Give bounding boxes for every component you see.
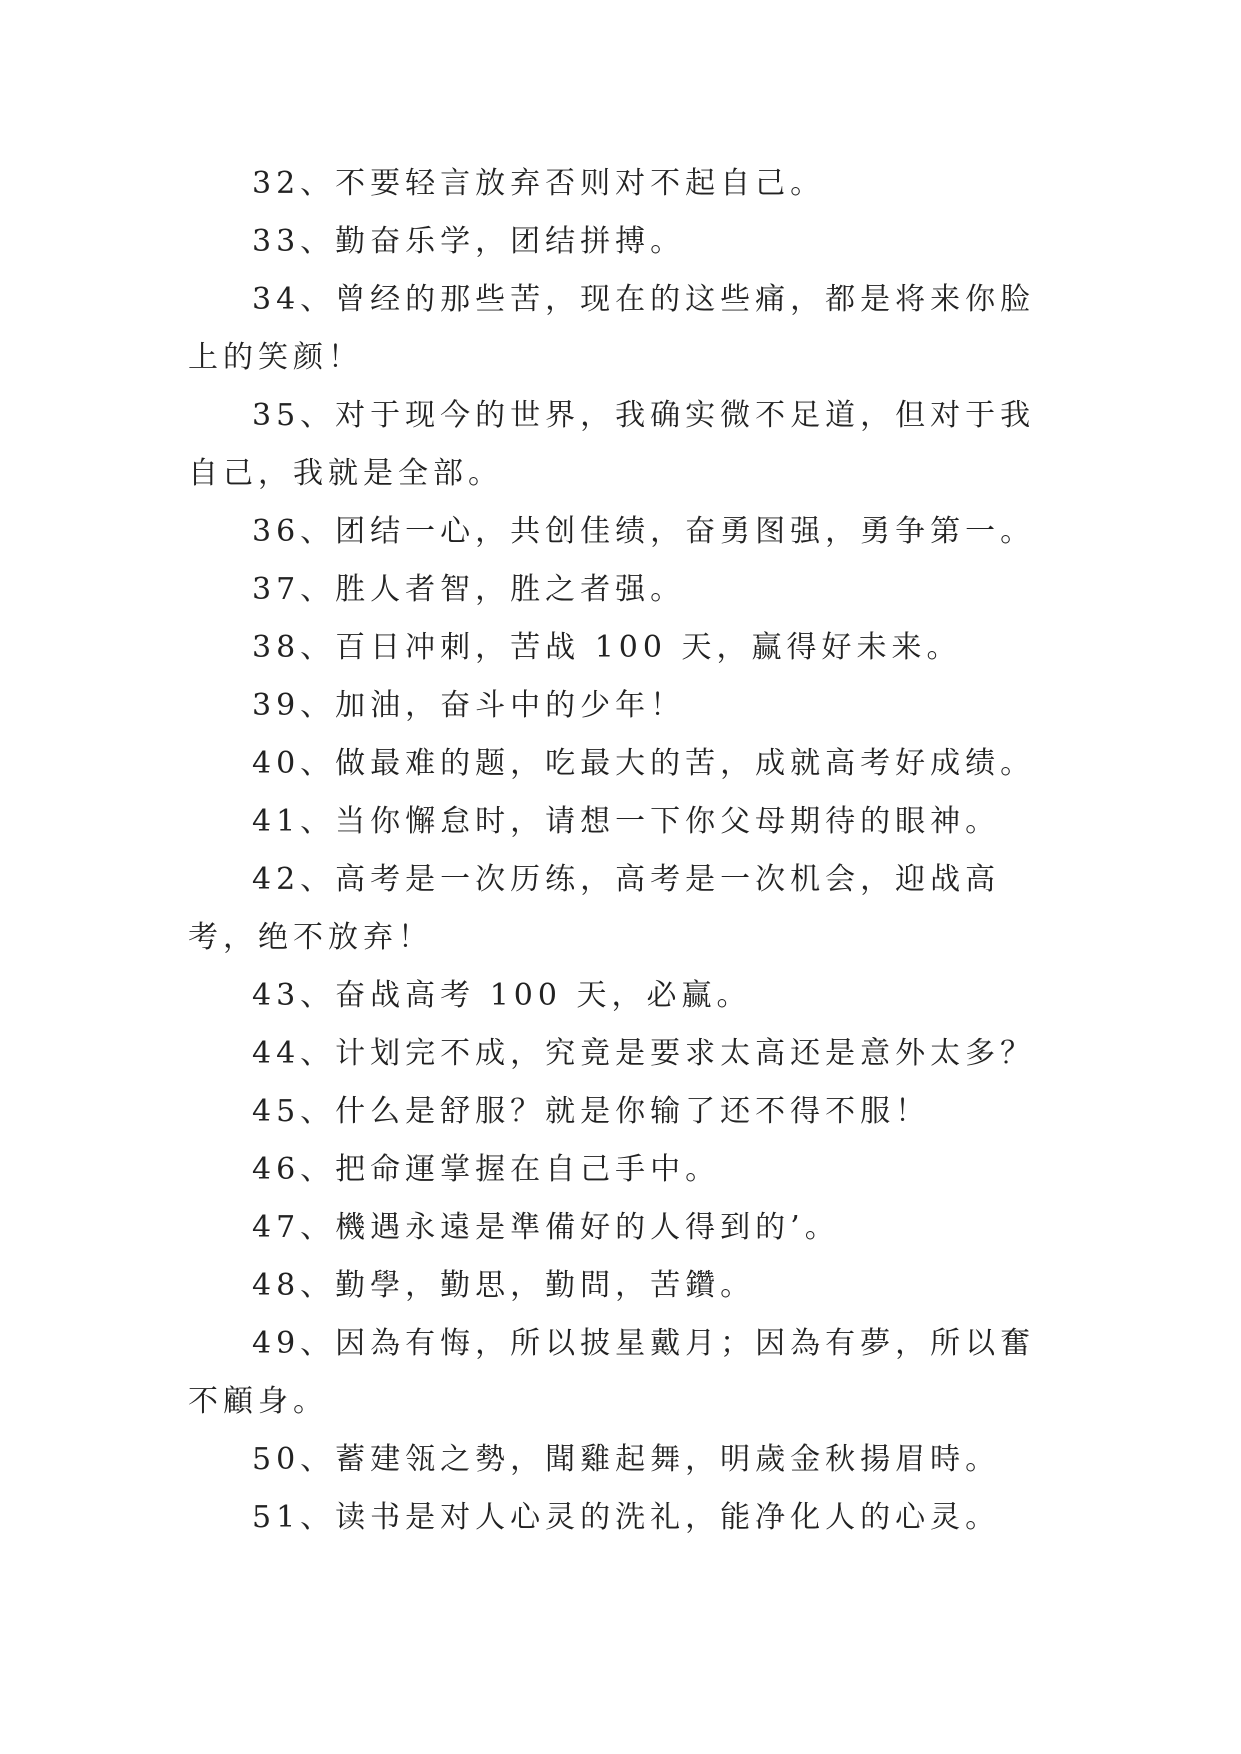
paragraph-35: 35、对于现今的世界，我确实微不足道，但对于我自己，我就是全部。 bbox=[188, 398, 1036, 491]
paragraph-41: 41、当你懈怠时，请想一下你父母期待的眼神。 bbox=[252, 804, 1001, 839]
paragraph-48: 48、勤學，勤思，勤問，苦鑽。 bbox=[252, 1268, 756, 1303]
paragraph-40: 40、做最难的题，吃最大的苦，成就高考好成绩。 bbox=[252, 746, 1036, 781]
paragraph-51: 51、读书是对人心灵的洗礼，能净化人的心灵。 bbox=[252, 1500, 1001, 1535]
paragraph-38: 38、百日冲刺，苦战 100 天，赢得好未来。 bbox=[252, 630, 962, 665]
paragraph-39: 39、加油，奋斗中的少年！ bbox=[252, 688, 686, 723]
paragraph-34: 34、曾经的那些苦，现在的这些痛，都是将来你脸上的笑颜！ bbox=[188, 282, 1036, 375]
document-body bbox=[188, 155, 1056, 1547]
paragraph-49: 49、因為有悔，所以披星戴月；因為有夢，所以奮不顧身。 bbox=[188, 1326, 1036, 1419]
paragraph-43: 43、奋战高考 100 天，必赢。 bbox=[252, 978, 752, 1013]
paragraph-45: 45、什么是舒服？就是你输了还不得不服！ bbox=[252, 1094, 931, 1129]
paragraph-36: 36、团结一心，共创佳绩，奋勇图强，勇争第一。 bbox=[252, 514, 1036, 549]
paragraph-37: 37、胜人者智，胜之者强。 bbox=[252, 572, 686, 607]
paragraph-33: 33、勤奋乐学，团结拼搏。 bbox=[252, 224, 686, 259]
paragraph-32: 32、不要轻言放弃否则对不起自己。 bbox=[252, 166, 826, 201]
paragraph-47: 47、機遇永遠是準備好的人得到的’。 bbox=[252, 1210, 840, 1245]
paragraph-44: 44、计划完不成，究竟是要求太高还是意外太多？ bbox=[252, 1036, 1036, 1071]
paragraph-50: 50、蓄建瓴之勢，聞雞起舞，明歲金秋揚眉時。 bbox=[252, 1442, 1001, 1477]
paragraph-42: 42、高考是一次历练，高考是一次机会，迎战高考，绝不放弃！ bbox=[188, 862, 1001, 955]
paragraph-46: 46、把命運掌握在自己手中。 bbox=[252, 1152, 721, 1187]
